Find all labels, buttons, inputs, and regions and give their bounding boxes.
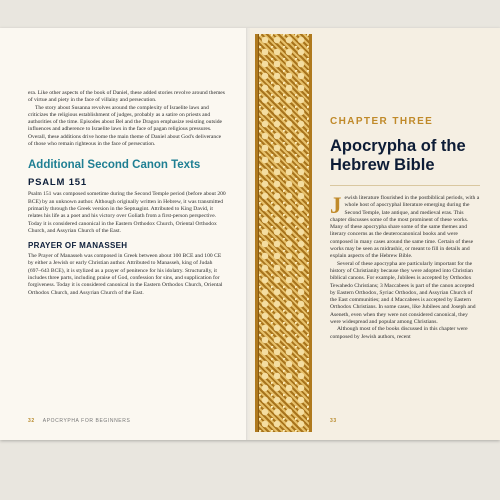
paragraph: Psalm 151 was composed sometime during the Second Temple period (before about 200 BCE) by an unknown author. Although originally written in Hebrew, it was transmitted primarily through the Greek version in the Septuagint. Attributed to King David, it relates his life as a poet and his victory over Goliath from a first-person perspective. Today it is considered canonical in the Eastern Orthodox Church, Oriental Orthodox Church, and Assyrian Church of the East. <box>28 191 226 234</box>
page-number: 33 <box>330 418 337 424</box>
left-footer <box>28 418 130 424</box>
paragraph: The Prayer of Manasseh was composed in Greek between about 100 BCE and 100 CE by either a Jewish or early Christian author. Attributed to Manasseh, king of Judah (697–643 BCE), it is stylized as a prayer of penitence for his idolatry. Structurally, it includes three parts, including praise of God, confession for sins, and supplication for forgiveness. Today it is considered canonical in the Eastern Orthodox Church, Oriental Orthodox Church, and Assyrian Church of the East. <box>28 253 223 296</box>
decorative-ornament-band <box>258 34 310 432</box>
running-head: APOCRYPHA FOR BEGINNERS <box>42 418 131 424</box>
ornament-border <box>309 34 312 432</box>
chapter-label: CHAPTER THREE <box>330 116 434 127</box>
paragraph: Although most of the books discussed in this chapter were composed by Jewish authors, recent <box>330 326 468 340</box>
paragraph: era. Like other aspects of the book of Daniel, these added stories revolve around themes of virtue and piety in the face of villainy and persecution. <box>28 90 225 104</box>
right-page-content <box>330 116 480 341</box>
page-number: 32 <box>28 418 35 424</box>
book-spread <box>0 28 500 440</box>
right-footer <box>330 418 345 424</box>
drop-cap: J <box>330 193 342 218</box>
left-page-content <box>28 90 226 297</box>
paragraph <box>330 195 480 261</box>
paragraph: Several of these apocrypha are particularly important for the history of Christianity because they were adopted into Christian biblical canons. For example, Jubilees is accepted by Orthodox Tewahedo Christians; 3 Maccabees is part of the canon accepted by Eastern Orthodox, Syriac Orthodox, and Assyrian Church of the East communities; and 4 Maccabees is accepted by Eastern Orthodox Christians. In some cases, like Jubilees and Joseph and Aseneth, even when they were not considered canonical, they were widespread and popular among Christians. <box>330 260 476 326</box>
divider <box>330 185 480 186</box>
paragraph-text: ewish literature flourished in the postbiblical periods, with a whole host of apocryphal literature emerging during the Second Temple, late antique, and medieval eras. This chapter discusses some of the most prominent of these works. Many of these apocrypha share some of the same themes and literary concerns as the deuterocanonical books and were composed in many cases around the same time. Certain of these works may be seen as midrashic, or meant to fill in details and explain aspects of the Hebrew Bible. <box>330 195 480 260</box>
left-page <box>0 28 248 440</box>
section-title: Additional Second Canon Texts <box>28 159 201 172</box>
subsection-heading-psalm: PSALM 151 <box>28 177 87 189</box>
subsection-heading-manasseh: PRAYER OF MANASSEH <box>28 241 128 251</box>
chapter-title: Apocrypha of the Hebrew Bible <box>330 137 466 174</box>
paragraph: The story about Susanna revolves around the complexity of Israelite laws and criticizes the religious establishment of judges, probably as a satire on priests and authorities of the time. Episodes about Bel and the Dragon emphasize resisting outside influences and adherence to Israelite laws in the face of pagan religious pressures. Overall, these additions drive home the main theme of Daniel about God's deliverance of those who remain righteous in the face of persecution. <box>28 104 223 148</box>
